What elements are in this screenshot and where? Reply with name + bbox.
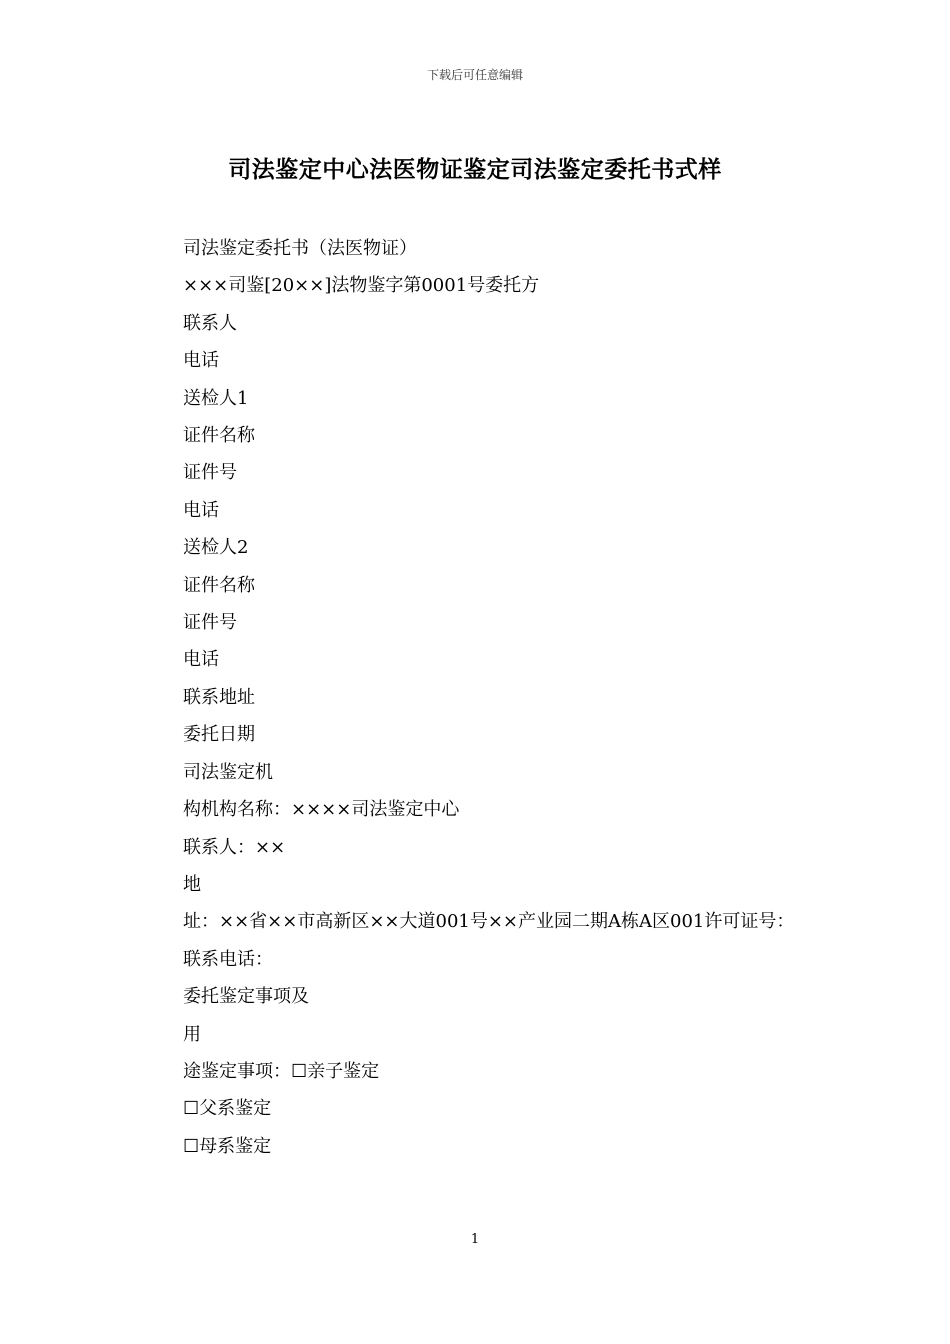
paragraph-contact-phone: 联系电话： bbox=[183, 948, 273, 970]
paragraph-institution-contact: 联系人：×× bbox=[183, 836, 286, 858]
paragraph-case-number: ×××司鉴[20××]法物鉴字第0001号委托方 bbox=[183, 275, 540, 297]
paragraph-phone-2: 电话 bbox=[183, 649, 219, 671]
paragraph-contact-person: 联系人 bbox=[183, 312, 237, 334]
paragraph-id-type-1: 证件名称 bbox=[183, 425, 255, 447]
paragraph-address-license: 址：××省××市高新区××大道001号××产业园二期A栋A区001许可证号： bbox=[183, 911, 795, 933]
paragraph-phone: 电话 bbox=[183, 350, 219, 372]
page-number: 1 bbox=[470, 1232, 480, 1247]
paragraph-matrilineal-option: ☐母系鉴定 bbox=[183, 1135, 272, 1157]
paragraph-paternity-option: 途鉴定事项：☐亲子鉴定 bbox=[183, 1060, 380, 1082]
paragraph-id-type-2: 证件名称 bbox=[183, 574, 255, 596]
paragraph-appraisal-institution: 司法鉴定机 bbox=[183, 761, 273, 783]
paragraph-phone-1: 电话 bbox=[183, 499, 219, 521]
document-title: 司法鉴定中心法医物证鉴定司法鉴定委托书式样 bbox=[228, 156, 722, 183]
paragraph-commission-items: 委托鉴定事项及 bbox=[183, 986, 309, 1008]
paragraph-institution-name: 构机构名称：××××司法鉴定中心 bbox=[183, 799, 460, 821]
paragraph-submitter-1: 送检人1 bbox=[183, 387, 249, 409]
paragraph-id-number-1: 证件号 bbox=[183, 462, 237, 484]
paragraph-address-label: 地 bbox=[183, 873, 201, 895]
paragraph-usage-label: 用 bbox=[183, 1023, 201, 1045]
paragraph-contact-address: 联系地址 bbox=[183, 686, 255, 708]
paragraph-patrilineal-option: ☐父系鉴定 bbox=[183, 1098, 272, 1120]
document-body bbox=[145, 230, 807, 1165]
paragraph-id-number-2: 证件号 bbox=[183, 612, 237, 634]
page-header-note: 下载后可任意编辑 bbox=[426, 68, 523, 82]
paragraph-submitter-2: 送检人2 bbox=[183, 537, 249, 559]
paragraph-commission-date: 委托日期 bbox=[183, 724, 255, 746]
paragraph-commission-heading: 司法鉴定委托书（法医物证） bbox=[183, 238, 417, 259]
